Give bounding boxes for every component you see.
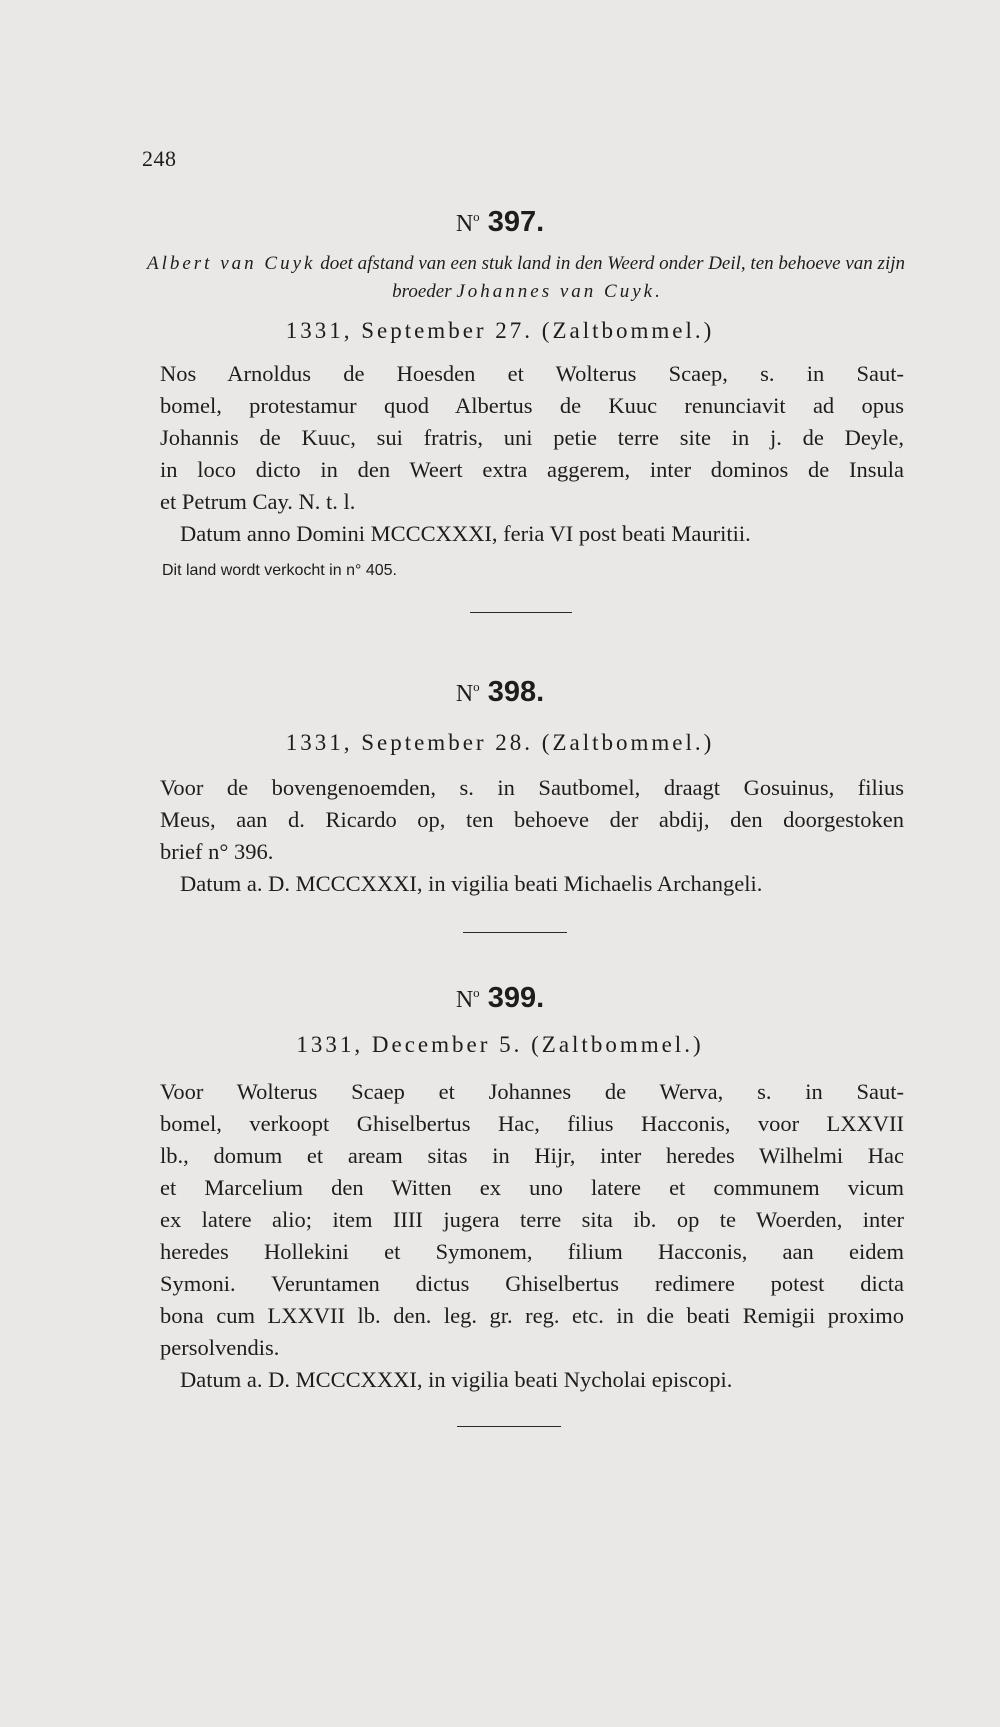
- entry-date: 1331, September 28. (Zaltbommel.): [285, 730, 715, 755]
- entry-note: Dit land wordt verkocht in n° 405.: [162, 562, 397, 579]
- body-line: Symoni. Veruntamen dictus Ghiselbertus redimere potest dicta: [160, 1271, 904, 1296]
- entry-body: [160, 772, 904, 900]
- entry-number-397: $N^o$ 397.: [455, 206, 545, 238]
- body-line: ex latere alio; item IIII jugera terre sita ib. op te Woerden, inter: [160, 1207, 904, 1232]
- body-line: bona cum LXXVII lb. den. leg. gr. reg. etc. in die beati Remigii proximo: [160, 1303, 904, 1328]
- entry-body: [160, 1076, 904, 1396]
- body-line: heredes Hollekini et Symonem, filium Hacconis, aan eidem: [160, 1239, 904, 1264]
- body-line: bomel, protestamur quod Albertus de Kuuc renunciavit ad opus: [160, 393, 904, 418]
- body-line: Voor de bovengenoemden, s. in Sautbomel, draagt Gosuinus, filius: [160, 775, 904, 800]
- section-divider: [470, 612, 572, 613]
- body-line: in loco dicto in den Weert extra aggerem, inter dominos de Insula: [160, 457, 904, 482]
- section-divider: [463, 932, 567, 933]
- body-line: lb., domum et aream sitas in Hijr, inter heredes Wilhelmi Hac: [160, 1143, 904, 1168]
- body-line: Nos Arnoldus de Hoesden et Wolterus Scaep, s. in Saut-: [160, 361, 904, 386]
- entry-number-399: $N^o$ 399.: [455, 982, 545, 1014]
- entry-body: [160, 358, 904, 550]
- body-line: et Marcelium den Witten ex uno latere et communem vicum: [160, 1175, 904, 1200]
- entry-date: 1331, September 27. (Zaltbommel.): [285, 318, 715, 343]
- section-divider: [457, 1426, 561, 1427]
- entry-summary: Albert van Cuyk doet afstand van een stuk land in den Weerd onder Deil, ten behoeve van zijn broeder Johannes van Cuyk.: [146, 253, 906, 302]
- body-line: brief n° 396.: [160, 839, 274, 864]
- entry-number-398: $N^o$ 398.: [455, 676, 545, 708]
- body-line: bomel, verkoopt Ghiselbertus Hac, filius Hacconis, voor LXXVII: [160, 1111, 904, 1136]
- body-line: Voor Wolterus Scaep et Johannes de Werva, s. in Saut-: [160, 1079, 904, 1104]
- body-line: Meus, aan d. Ricardo op, ten behoeve der abdij, den doorgestoken: [160, 807, 904, 832]
- page-number: 248: [142, 146, 177, 171]
- body-line: Datum a. D. MCCCXXXI, in vigilia beati Nycholai episcopi.: [180, 1367, 733, 1392]
- body-line: Datum anno Domini MCCCXXXI, feria VI post beati Mauritii.: [180, 521, 751, 546]
- body-line: persolvendis.: [160, 1335, 280, 1360]
- body-line: Datum a. D. MCCCXXXI, in vigilia beati Michaelis Archangeli.: [180, 871, 763, 896]
- body-line: Johannis de Kuuc, sui fratris, uni petie terre site in j. de Deyle,: [160, 425, 904, 450]
- body-line: et Petrum Cay. N. t. l.: [160, 489, 356, 514]
- entry-date: 1331, December 5. (Zaltbommel.): [296, 1032, 704, 1057]
